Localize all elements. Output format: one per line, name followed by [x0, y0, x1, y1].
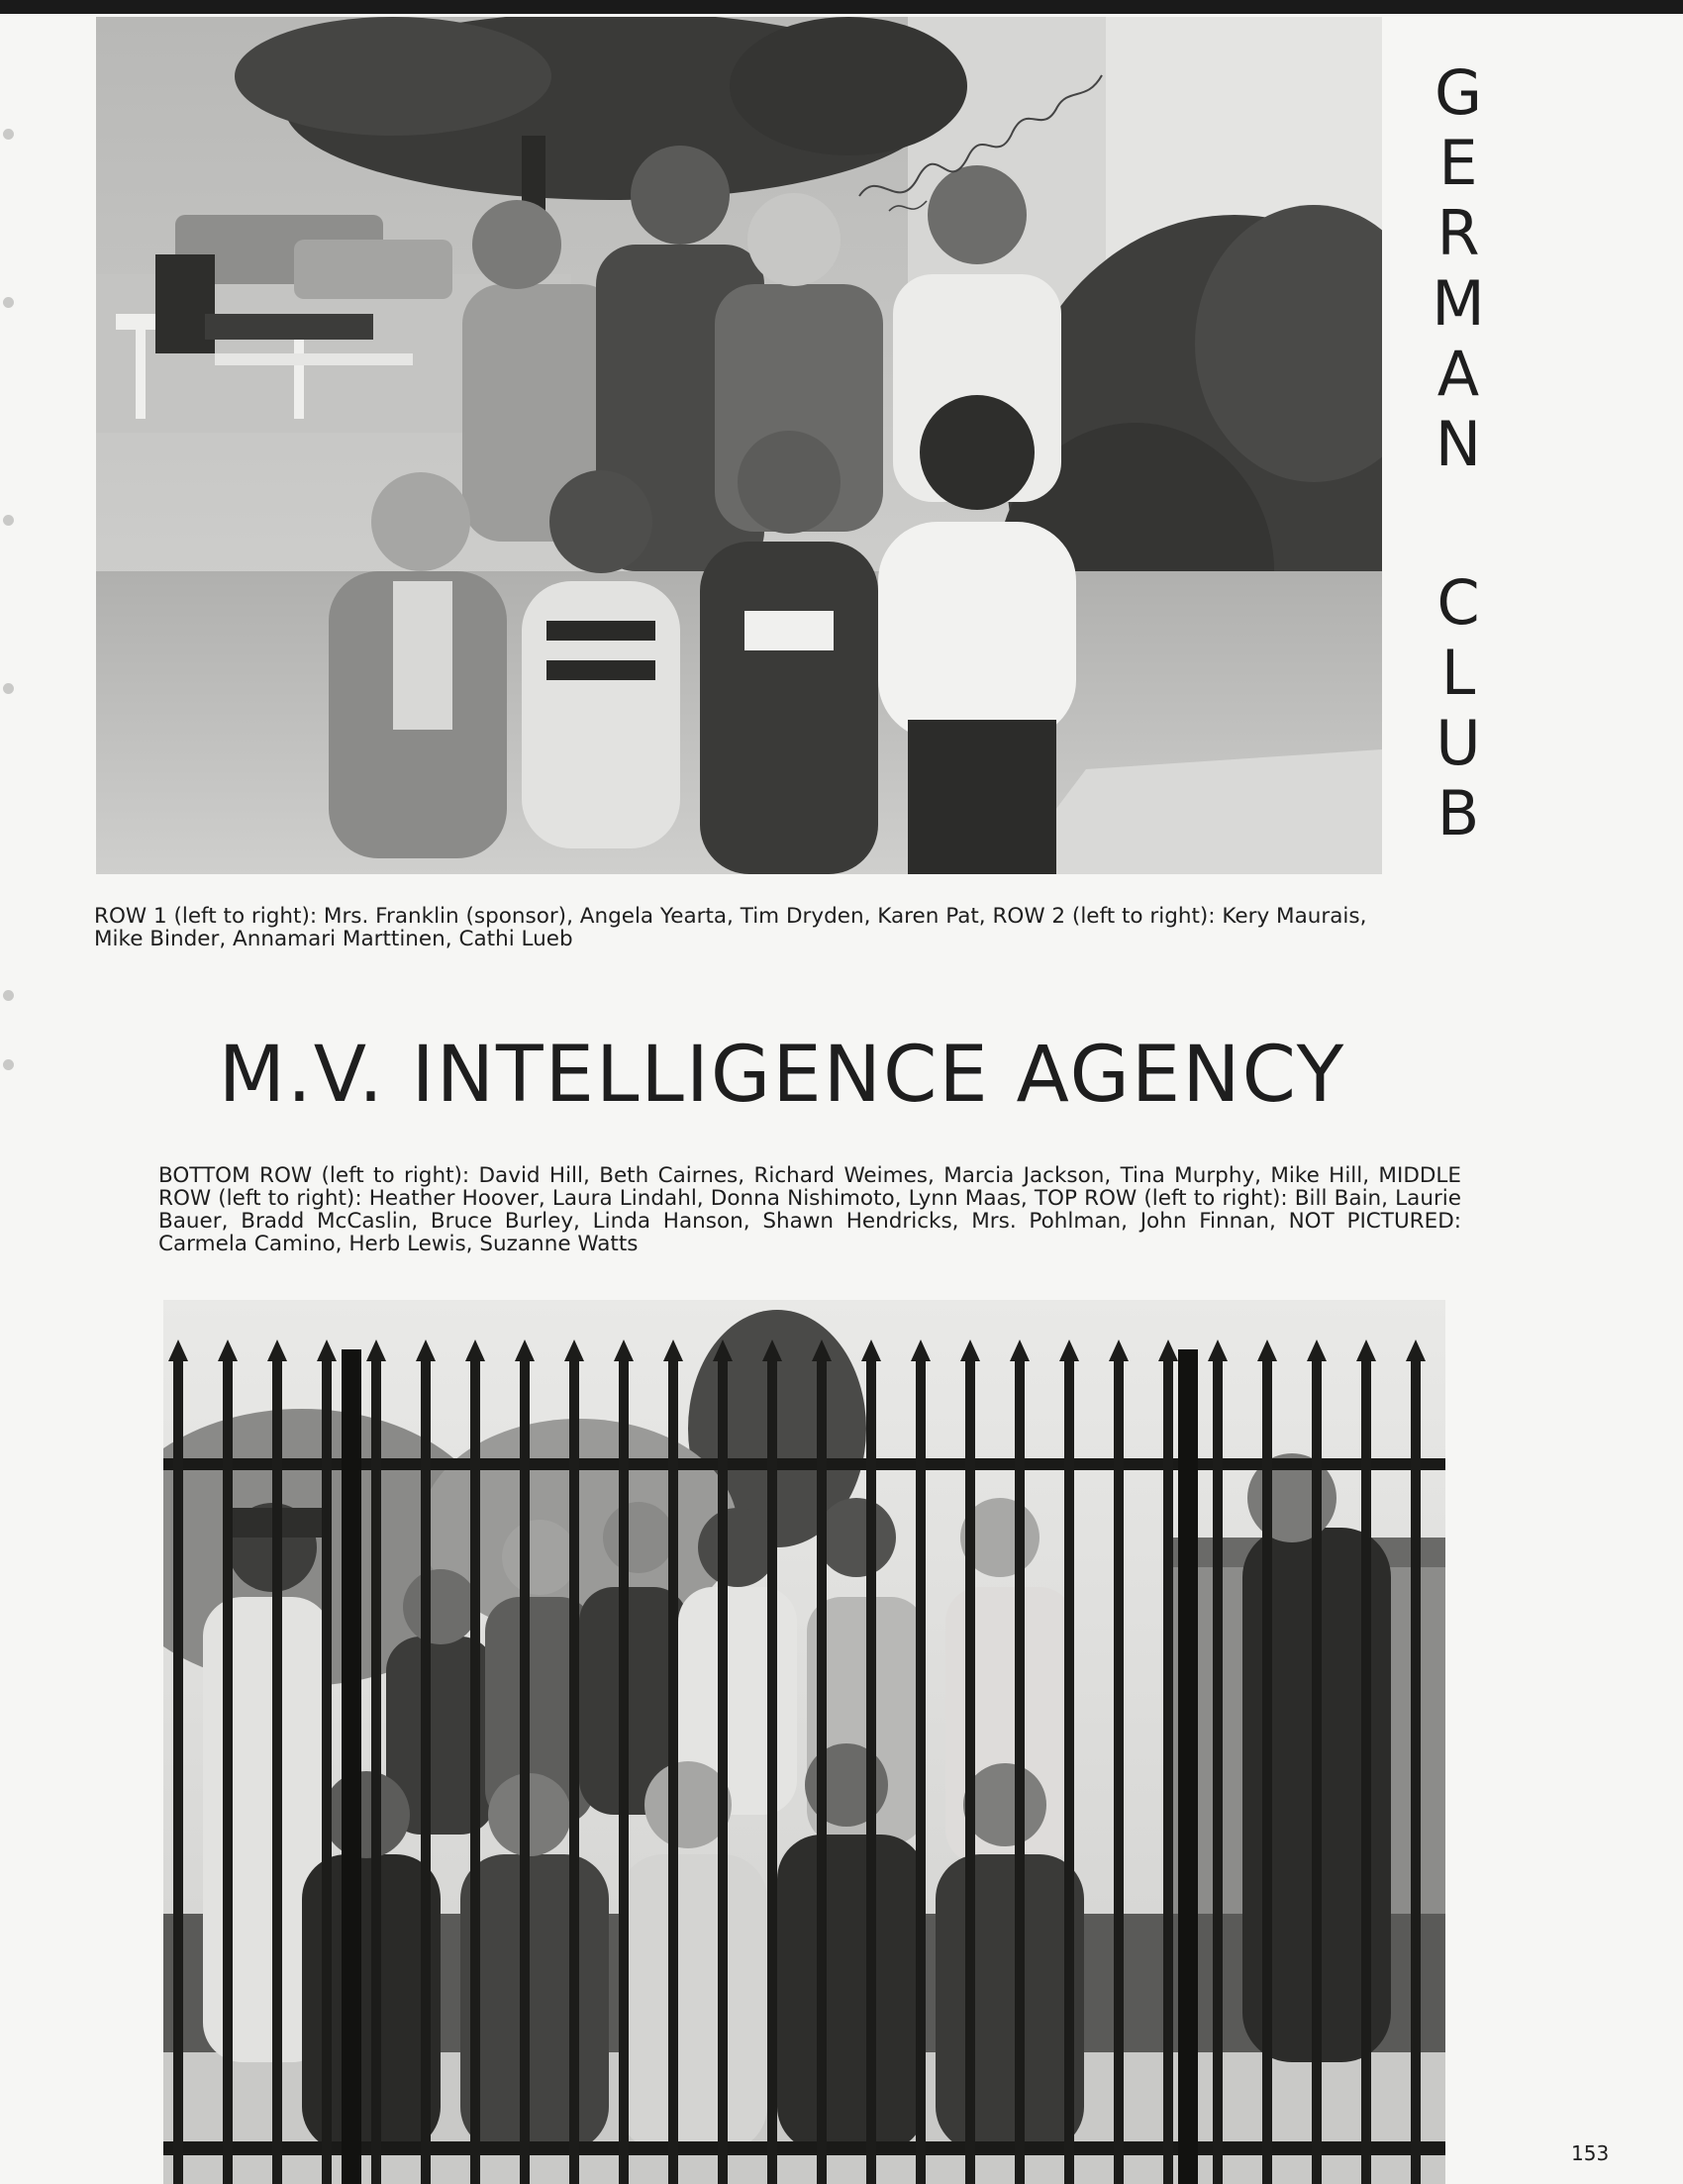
title-letter: N — [1435, 408, 1482, 480]
title-letter: M — [1432, 267, 1485, 340]
binding-holes — [0, 0, 18, 2184]
page-number: 153 — [1571, 2141, 1610, 2165]
german-club-caption: ROW 1 (left to right): Mrs. Franklin (sponsor), Angela Yearta, Tim Dryden, Karen Pat, ROW 2 (left to right): Kery Maurais, Mike Binder, Annamari Marttinen, Cathi Lueb — [94, 904, 1367, 951]
title-letter: C — [1436, 566, 1480, 639]
page-top-edge — [0, 0, 1683, 14]
title-letter: R — [1436, 197, 1480, 269]
word-gap — [1404, 479, 1513, 567]
group-photo-icon — [96, 17, 1382, 874]
title-letter: E — [1438, 127, 1478, 199]
title-letter: U — [1436, 707, 1481, 779]
handwritten-signature-icon — [849, 48, 1117, 226]
intelligence-agency-photo — [163, 1300, 1445, 2184]
title-letter: G — [1434, 56, 1483, 129]
german-club-photo — [96, 17, 1382, 874]
intelligence-agency-caption: BOTTOM ROW (left to right): David Hill, Beth Cairnes, Richard Weimes, Marcia Jackson, Tina Murphy, Mike Hill, MIDDLE ROW (left to right): Heather Hoover, Laura Lindahl, Donna Nishimoto, Lynn Maas, TOP ROW (left to right): Bill Bain, Laurie Bauer, Bradd McCaslin, Bruce Burley, Linda Hanson, Shawn Hendricks, Mrs. Pohlman, John Finnan, NOT PICTURED: Carmela Camino, Herb Lewis, Suzanne Watts — [158, 1163, 1461, 1256]
title-letter: A — [1436, 338, 1480, 410]
intelligence-agency-title: M.V. INTELLIGENCE AGENCY — [218, 1031, 1346, 1120]
title-letter: L — [1440, 637, 1476, 709]
group-photo-behind-fence-icon — [163, 1300, 1445, 2184]
title-letter: B — [1436, 777, 1480, 849]
german-club-vertical-title — [1404, 57, 1513, 848]
